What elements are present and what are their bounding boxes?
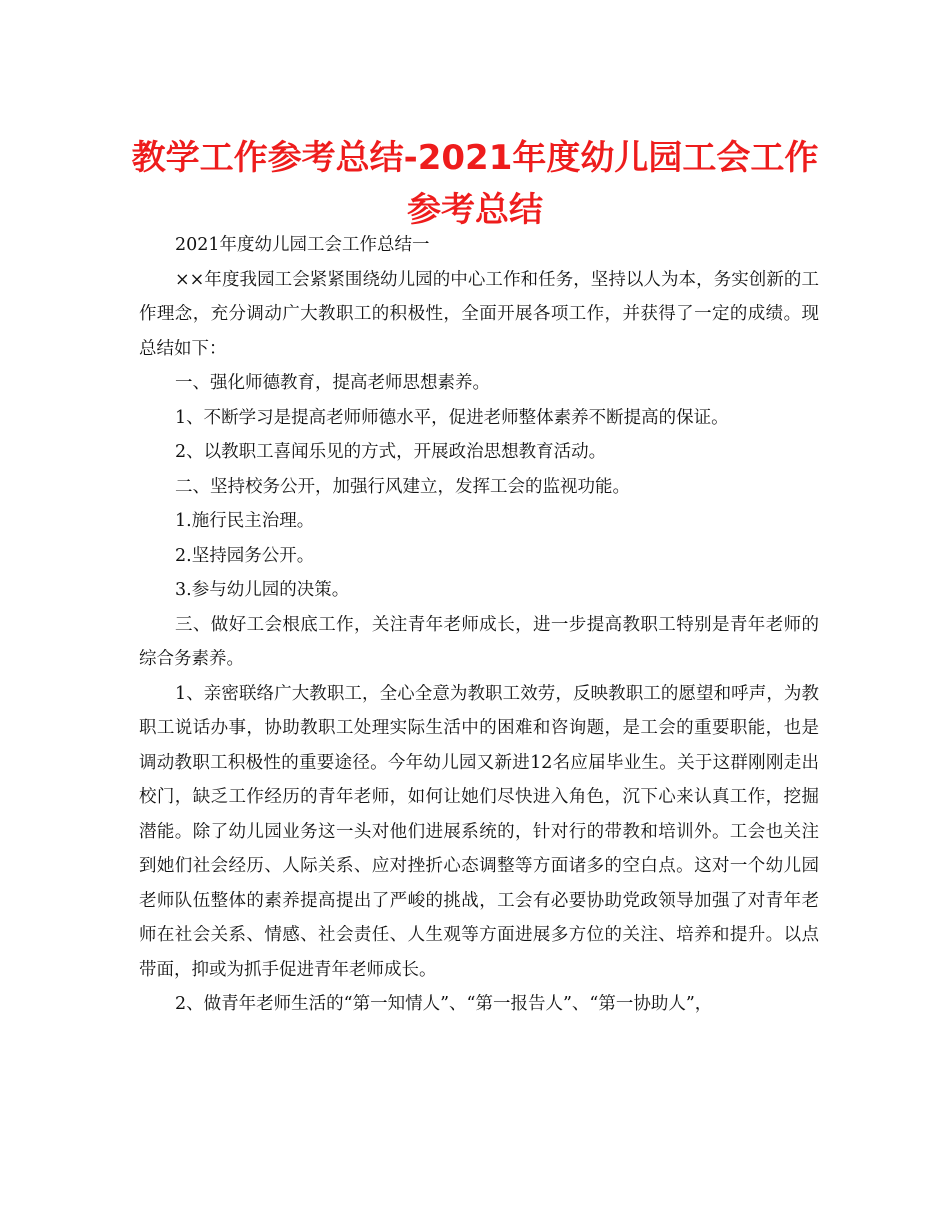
paragraph-subtitle: 2021年度幼儿园工会工作总结一 <box>175 235 430 255</box>
paragraph-item: 2.坚持园务公开。 <box>175 545 315 566</box>
section-heading-3: 三、做好工会根底工作，关注青年老师成长，进一步提高教职工特别是青年老师的综合务素养。 <box>139 614 819 669</box>
section-heading-1: 一、强化师德教育，提高老师思想素养。 <box>175 373 490 393</box>
paragraph-item: 2、以教职工喜闻乐见的方式，开展政治思想教育活动。 <box>175 442 607 462</box>
paragraph-item: 1、不断学习是提高老师师德水平，促进老师整体素养不断提高的保证。 <box>175 407 729 428</box>
paragraph-item: 1.施行民主治理。 <box>175 511 315 531</box>
section-heading-2: 二、坚持校务公开，加强行风建立，发挥工会的监视功能。 <box>175 476 630 497</box>
paragraph-item: 1、亲密联络广大教职工，全心全意为教职工效劳，反映教职工的愿望和呼声，为教职工说话办事，协助教职工处理实际生活中的困难和咨询题，是工会的重要职能，也是调动教职工积极性的重要途径。今年幼儿园又新进12名应届毕业生。关于这群刚刚走出校门，缺乏工作经历的青年老师，如何让她们尽快进入角色，沉下心来认真工作，挖掘潜能。除了幼儿园业务这一头对他们进展系统的，针对行的带教和培训外。工会也关注到她们社会经历、人际关系、应对挫折心态调整等方面诸多的空白点。这对一个幼儿园老师队伍整体的素养提高提出了严峻的挑战，工会有必要协助党政领导加强了对青年老师在社会关系、情感、社会责任、人生观等方面进展多方位的关注、培养和提升。以点带面，抑或为抓手促进青年老师成长。 <box>139 683 819 980</box>
document-title: 教学工作参考总结-2021年度幼儿园工会工作参考总结 <box>131 138 819 230</box>
paragraph-item: 2、做青年老师生活的“第一知情人”、“第一报告人”、“第一协助人”， <box>175 994 713 1014</box>
document-body <box>139 228 819 1022</box>
paragraph-item: 3.参与幼儿园的决策。 <box>175 580 350 600</box>
paragraph-intro: ××年度我园工会紧紧围绕幼儿园的中心工作和任务，坚持以人为本，务实创新的工作理念，充分调动广大教职工的积极性，全面开展各项工作，并获得了一定的成绩。现总结如下： <box>139 269 819 359</box>
